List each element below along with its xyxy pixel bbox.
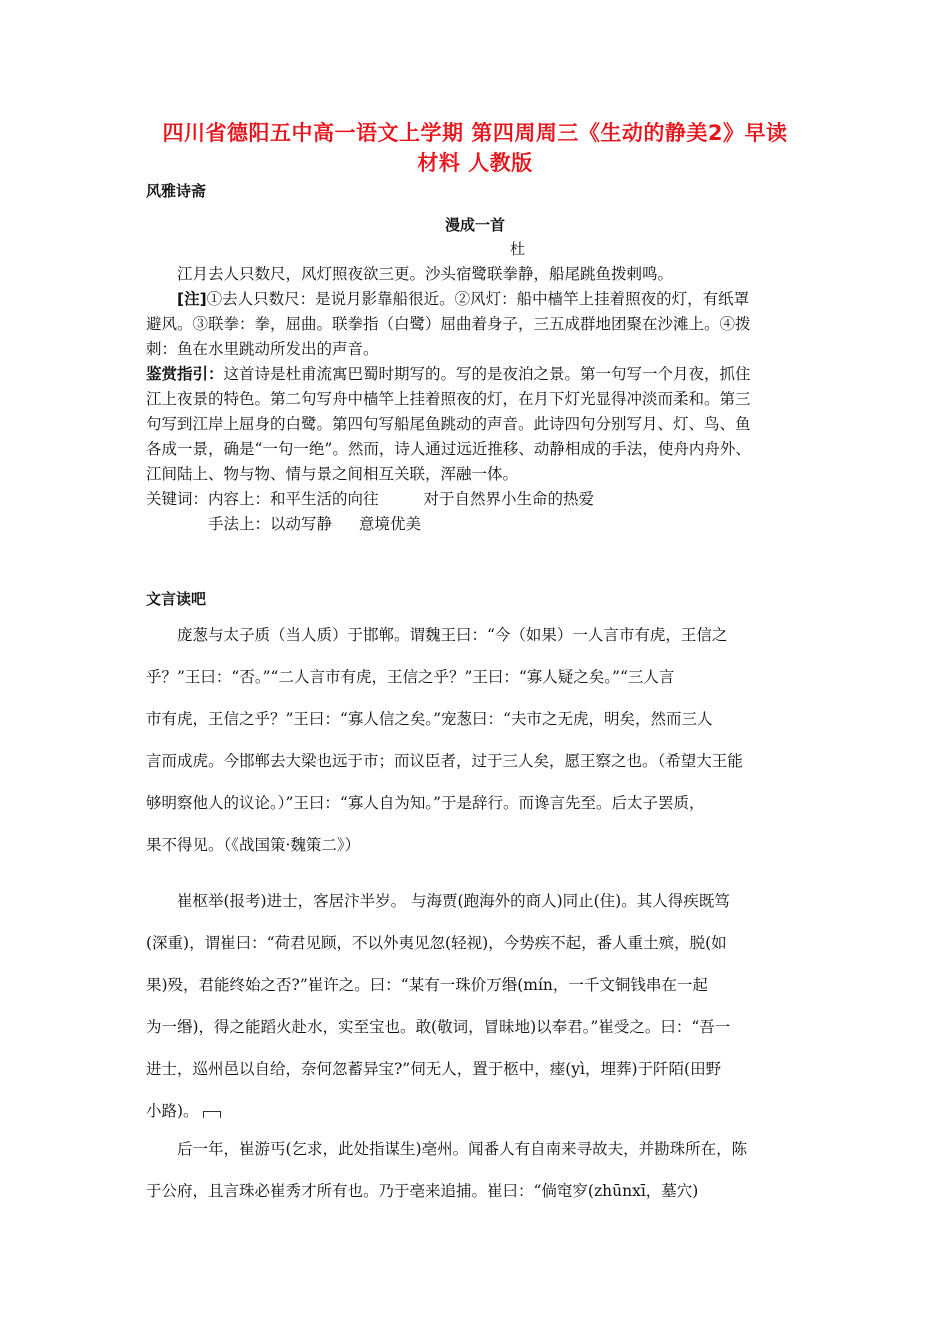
note-label: [注] <box>177 290 207 308</box>
passage-2-line-2: (深重)，谓崔曰：“荷君见顾，不以外夷见忽(轻视)，今势疾不起，番人重土殡，脱(如 <box>146 934 727 952</box>
document-title <box>120 118 830 178</box>
title-line-1: 四川省德阳五中高一语文上学期 第四周周三《生动的静美2》早读 <box>162 121 788 145</box>
passage-2 <box>146 880 810 1132</box>
keywords-label: 关键词： <box>146 490 209 508</box>
section-heading-poetry: 风雅诗斋 <box>146 182 207 200</box>
keywords <box>146 487 810 537</box>
note-line-2: 避风。③联拳：拳，屈曲。联拳指（白鹭）屈曲着身子，三五成群地团聚在沙滩上。④拨 <box>146 315 751 333</box>
poem-notes <box>146 287 810 362</box>
appreciation-label: 鉴赏指引： <box>146 365 224 383</box>
passage-2-line-6: 小路)。 <box>146 1090 810 1132</box>
keywords-line-1: 关键词：内容上：和平生活的向往 对于自然界小生命的热爱 <box>146 490 594 508</box>
passage-1-line-2: 乎？”王曰：“否。”“二人言市有虎，王信之乎？”王曰：“寡人疑之矣。”“三人言 <box>146 668 675 686</box>
appreciation-line-4: 各成一景，确是“一句一绝”。然而，诗人通过远近推移、动静相成的手法，使舟内舟外、 <box>146 440 751 458</box>
poem-title: 漫成一首 <box>444 216 505 234</box>
appreciation-line-2: 江上夜景的特色。第二句写舟中樯竿上挂着照夜的灯，在月下灯光显得冲淡而柔和。第三 <box>146 390 751 408</box>
passage-1-line-4: 言而成虎。今邯郸去大梁也远于市；而议臣者，过于三人矣，愿王察之也。（希望大王能 <box>146 752 743 770</box>
text-cursor-icon <box>203 1111 221 1118</box>
title-line-2: 材料 人教版 <box>417 151 533 175</box>
passage-1-line-5: 够明察他人的议论。）”王曰：“寡人自为知。”于是辞行。而谗言先至。后太子罢质， <box>146 794 705 812</box>
appreciation-line-5: 江间陆上、物与物、情与景之间相互关联，浑融一体。 <box>146 465 519 483</box>
appreciation-line-3: 句写到江岸上屈身的白鹭。第四句写船尾鱼跳动的声音。此诗四句分别写月、灯、鸟、鱼 <box>146 415 751 433</box>
appreciation-line-1: 鉴赏指引：这首诗是杜甫流寓巴蜀时期写的。写的是夜泊之景。第一句写一个月夜，抓住 <box>146 365 751 383</box>
passage-2-line-5: 进士，巡州邑以自给，奈何忽蓄异宝?”伺无人，置于柩中，瘗(yì，埋葬)于阡陌(田野 <box>146 1060 722 1078</box>
passage-2-line-1: 崔枢举(报考)进士，客居汴半岁。 与海贾(跑海外的商人)同止(住)。其人得疾既笃 <box>177 892 730 910</box>
passage-3-line-2: 于公府，且言珠必崔秀才所有也。乃于亳来追捕。崔曰：“倘窀穸(zhūnxī，墓穴) <box>146 1182 699 1200</box>
passage-1-line-1: 庞葱与太子质（当人质）于邯郸。谓魏王曰：“今（如果）一人言市有虎，王信之 <box>177 626 728 644</box>
passage-3 <box>146 1128 810 1212</box>
note-line-1: [注]①去人只数尺：是说月影靠船很近。②风灯：船中樯竿上挂着照夜的灯，有纸罩 <box>177 290 750 308</box>
passage-1 <box>146 614 810 866</box>
section-heading-classical: 文言读吧 <box>146 590 207 608</box>
passage-2-line-3: 果)殁，君能终始之否?”崔许之。曰：“某有一珠价万缗(mín，一千文铜钱串在一起 <box>146 976 708 994</box>
passage-3-line-1: 后一年，崔游丐(乞求，此处指谋生)亳州。闻番人有自南来寻故夫，并勘珠所在，陈 <box>177 1140 748 1158</box>
passage-1-line-3: 市有虎，王信之乎？”王曰：“寡人信之矣。”宠葱曰：“夫市之无虎，明矣，然而三人 <box>146 710 713 728</box>
keywords-line-2: 手法上：以动写静 意境优美 <box>208 515 421 533</box>
poem-author: 杜 <box>510 240 526 258</box>
passage-1-line-6: 果不得见。（《战国策·魏策二》） <box>146 836 361 854</box>
note-line-3: 刺：鱼在水里跳动所发出的声音。 <box>146 340 379 358</box>
passage-2-line-4: 为一缗)，得之能蹈火赴水，实至宝也。敢(敬词，冒昧地)以奉君。”崔受之。曰：“吾一 <box>146 1018 731 1036</box>
poem-text: 江月去人只数尺，风灯照夜欲三更。沙头宿鹭联拳静，船尾跳鱼拨剌鸣。 <box>177 265 674 283</box>
appreciation <box>146 362 810 487</box>
